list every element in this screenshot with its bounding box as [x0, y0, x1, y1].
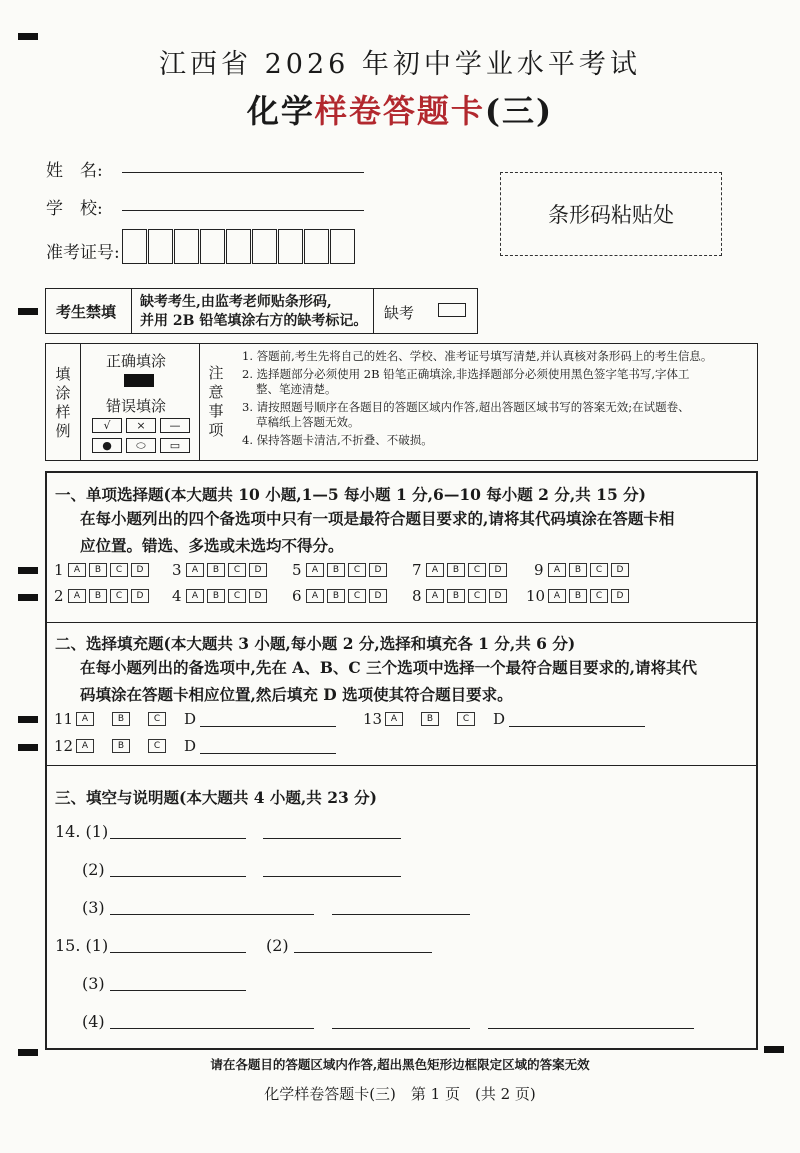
option-a-bubble[interactable]: A [68, 589, 86, 603]
question-number: 2 [54, 587, 64, 605]
option-a-bubble[interactable]: A [385, 712, 403, 726]
mc-question-5 [292, 561, 390, 579]
section-divider [45, 622, 758, 623]
wrong-sample-check: √ [92, 418, 122, 433]
note-item: 整、笔迹清楚。 [256, 382, 337, 396]
fill-choice-question-12 [54, 737, 336, 755]
answer-blank[interactable] [263, 838, 401, 839]
school-field[interactable] [122, 210, 364, 211]
divider [373, 288, 374, 334]
exam-id-digit-box[interactable] [200, 229, 225, 264]
mc-question-2 [54, 587, 152, 605]
answer-blank[interactable] [332, 914, 470, 915]
absent-text-line: 并用 2B 铅笔填涂右方的缺考标记。 [140, 313, 368, 329]
answer-blank[interactable] [110, 1028, 314, 1029]
question-number: 7 [412, 561, 422, 579]
option-c-bubble[interactable]: C [590, 589, 608, 603]
registration-mark [764, 1046, 784, 1053]
absent-mark-box[interactable] [438, 303, 466, 317]
option-a-bubble[interactable]: A [186, 563, 204, 577]
absent-title: 考生禁填 [56, 303, 117, 321]
exam-title: 江西省 2026 年初中学业水平考试 [159, 49, 641, 80]
fill-example-side-label: 填涂样例 [55, 365, 71, 440]
question-number: 3 [172, 561, 182, 579]
option-b-bubble[interactable]: B [447, 589, 465, 603]
desc-line: 在每小题列出的备选项中,先在 A、B、C 三个选项中选择一个最符合题目要求的,请将其代 [80, 658, 698, 677]
registration-mark [18, 744, 38, 751]
option-b-bubble[interactable]: B [207, 563, 225, 577]
option-a-bubble[interactable]: A [426, 563, 444, 577]
desc-line: 应位置。错选、多选或未选均不得分。 [80, 536, 344, 555]
option-c-bubble[interactable]: C [348, 563, 366, 577]
question-number: 13 [363, 710, 383, 728]
option-b-bubble[interactable]: B [89, 563, 107, 577]
option-c-bubble[interactable]: C [110, 563, 128, 577]
registration-mark [18, 594, 38, 601]
question-number: 11 [54, 710, 74, 728]
mc-question-9 [534, 561, 632, 579]
option-a-bubble[interactable]: A [306, 563, 324, 577]
divider [80, 343, 81, 461]
exam-id-label: 准考证号: [46, 243, 120, 263]
question-number: 5 [292, 561, 302, 579]
option-b-bubble[interactable]: B [112, 739, 130, 753]
divider [199, 343, 200, 461]
option-a-bubble[interactable]: A [306, 589, 324, 603]
wrong-fill-label: 错误填涂 [106, 397, 167, 415]
name-label: 姓 名: [46, 161, 103, 181]
mc-question-1 [54, 561, 152, 579]
q14-part3-label: (3) [82, 898, 105, 917]
wrong-fill-samples [92, 418, 190, 453]
exam-id-digit-box[interactable] [226, 229, 251, 264]
option-d-bubble[interactable]: D [489, 589, 507, 603]
mc-question-7 [412, 561, 510, 579]
section-divider [45, 765, 758, 766]
mc-question-8 [412, 587, 510, 605]
section1-description [80, 505, 674, 559]
notes-list [242, 349, 754, 448]
desc-line: 码填涂在答题卡相应位置,然后填充 D 选项使其符合题目要求。 [80, 685, 513, 704]
answer-blank[interactable] [294, 952, 432, 953]
option-a-bubble[interactable]: A [68, 563, 86, 577]
desc-line: 在每小题列出的四个备选项中只有一项是最符合题目要求的,请将其代码填涂在答题卡相 [80, 509, 675, 528]
option-d-bubble[interactable]: D [131, 589, 149, 603]
option-c-bubble[interactable]: C [468, 563, 486, 577]
option-d-bubble[interactable]: D [611, 589, 629, 603]
title-prefix: 化学 [246, 92, 315, 130]
answer-blank[interactable] [110, 990, 246, 991]
question-number: 9 [534, 561, 544, 579]
note-item: 3. 请按照题号顺序在各题目的答题区域内作答,超出答题区域书写的答案无效;在试题卷、 [242, 400, 690, 414]
absent-instructions [140, 293, 367, 331]
note-item: 草稿纸上答题无效。 [256, 415, 360, 429]
exam-id-digit-box[interactable] [122, 229, 147, 264]
answer-blank[interactable] [110, 952, 246, 953]
option-a-bubble[interactable]: A [548, 563, 566, 577]
mc-question-10 [526, 587, 632, 605]
d-answer-blank[interactable] [200, 739, 336, 754]
question-number: 1 [54, 561, 64, 579]
wrong-sample-oval: ⬭ [126, 438, 156, 453]
registration-mark [18, 716, 38, 723]
option-b-bubble[interactable]: B [327, 563, 345, 577]
option-c-bubble[interactable]: C [228, 589, 246, 603]
wrong-sample-dash: — [160, 418, 190, 433]
wrong-sample-cross: × [126, 418, 156, 433]
section1-title: 一、单项选择题(本大题共 10 小题,1—5 每小题 1 分,6—10 每小题 2 分,共 15 分) [55, 485, 646, 504]
note-item: 4. 保持答题卡清洁,不折叠、不破损。 [242, 433, 433, 447]
d-label: D [184, 710, 197, 728]
option-c-bubble[interactable]: C [457, 712, 475, 726]
page-info: 化学样卷答题卡(三) 第 1 页 (共 2 页) [264, 1085, 536, 1103]
d-label: D [184, 737, 197, 755]
q15-part4-label: (4) [82, 1012, 105, 1031]
title-red: 样卷答题卡 [314, 92, 485, 130]
option-a-bubble[interactable]: A [186, 589, 204, 603]
option-d-bubble[interactable]: D [369, 589, 387, 603]
section3-title: 三、填空与说明题(本大题共 4 小题,共 23 分) [55, 788, 378, 807]
option-a-bubble[interactable]: A [548, 589, 566, 603]
question-number: 10 [526, 587, 546, 605]
option-b-bubble[interactable]: B [569, 589, 587, 603]
answer-card-title [0, 86, 800, 132]
option-b-bubble[interactable]: B [447, 563, 465, 577]
footer-warning: 请在各题目的答题区域内作答,超出黑色矩形边框限定区域的答案无效 [210, 1057, 590, 1072]
answer-blank[interactable] [488, 1028, 694, 1029]
exam-id-digit-box[interactable] [252, 229, 277, 264]
mc-question-3 [172, 561, 270, 579]
registration-mark [18, 567, 38, 574]
barcode-area: 条形码粘贴处 [500, 172, 722, 256]
section2-description [80, 654, 697, 708]
section2-title: 二、选择填充题(本大题共 3 小题,每小题 2 分,选择和填充各 1 分,共 6 分) [55, 634, 576, 653]
q15-part1-label: 15. (1) [55, 936, 109, 955]
option-c-bubble[interactable]: C [590, 563, 608, 577]
note-item: 2. 选择题部分必须使用 2B 铅笔正确填涂,非选择题部分必须使用黑色签字笔书写,字体工 [242, 367, 690, 381]
title-suffix: (三) [484, 92, 554, 130]
question-number: 12 [54, 737, 74, 755]
mc-question-4 [172, 587, 270, 605]
correct-fill-sample [124, 374, 154, 387]
option-d-bubble[interactable]: D [249, 589, 267, 603]
question-number: 6 [292, 587, 302, 605]
school-label: 学 校: [46, 199, 103, 219]
exam-id-digit-box[interactable] [304, 229, 329, 264]
wrong-sample-dot: ● [92, 438, 122, 453]
option-c-bubble[interactable]: C [348, 589, 366, 603]
wrong-sample-box: ▭ [160, 438, 190, 453]
answer-blank[interactable] [110, 876, 246, 877]
notes-side-label: 注意事项 [208, 364, 224, 439]
option-a-bubble[interactable]: A [426, 589, 444, 603]
mc-question-6 [292, 587, 390, 605]
q15-part2-label: (2) [266, 936, 289, 955]
option-d-bubble[interactable]: D [611, 563, 629, 577]
option-b-bubble[interactable]: B [327, 589, 345, 603]
absent-text-line: 缺考考生,由监考老师贴条形码, [140, 294, 332, 310]
divider [131, 288, 132, 334]
correct-fill-label: 正确填涂 [106, 352, 167, 370]
option-b-bubble[interactable]: B [207, 589, 225, 603]
fill-choice-question-13 [363, 710, 645, 728]
answer-blank[interactable] [110, 914, 314, 915]
answer-blank[interactable] [110, 838, 246, 839]
question-number: 8 [412, 587, 422, 605]
exam-id-digit-box[interactable] [148, 229, 173, 264]
registration-mark [18, 33, 38, 40]
option-b-bubble[interactable]: B [421, 712, 439, 726]
option-c-bubble[interactable]: C [148, 739, 166, 753]
option-d-bubble[interactable]: D [131, 563, 149, 577]
d-answer-blank[interactable] [509, 712, 645, 727]
option-d-bubble[interactable]: D [489, 563, 507, 577]
name-field[interactable] [122, 172, 364, 173]
exam-id-digit-box[interactable] [174, 229, 199, 264]
option-a-bubble[interactable]: A [76, 739, 94, 753]
d-label: D [493, 710, 506, 728]
d-answer-blank[interactable] [200, 712, 336, 727]
fill-choice-question-11 [54, 710, 336, 728]
answer-blank[interactable] [332, 1028, 470, 1029]
note-item: 1. 答题前,考生先将自己的姓名、学校、准考证号填写清楚,并认真核对条形码上的考生信息。 [242, 349, 713, 363]
option-c-bubble[interactable]: C [148, 712, 166, 726]
q14-part1-label: 14. (1) [55, 822, 109, 841]
question-number: 4 [172, 587, 182, 605]
exam-id-digit-box[interactable] [278, 229, 303, 264]
option-b-bubble[interactable]: B [112, 712, 130, 726]
absent-mark-label: 缺考 [384, 304, 415, 322]
option-c-bubble[interactable]: C [110, 589, 128, 603]
option-c-bubble[interactable]: C [468, 589, 486, 603]
registration-mark [18, 308, 38, 315]
exam-id-digit-box[interactable] [330, 229, 355, 264]
q15-part3-label: (3) [82, 974, 105, 993]
q14-part2-label: (2) [82, 860, 105, 879]
option-b-bubble[interactable]: B [569, 563, 587, 577]
answer-blank[interactable] [263, 876, 401, 877]
option-d-bubble[interactable]: D [369, 563, 387, 577]
option-b-bubble[interactable]: B [89, 589, 107, 603]
option-c-bubble[interactable]: C [228, 563, 246, 577]
option-a-bubble[interactable]: A [76, 712, 94, 726]
option-d-bubble[interactable]: D [249, 563, 267, 577]
